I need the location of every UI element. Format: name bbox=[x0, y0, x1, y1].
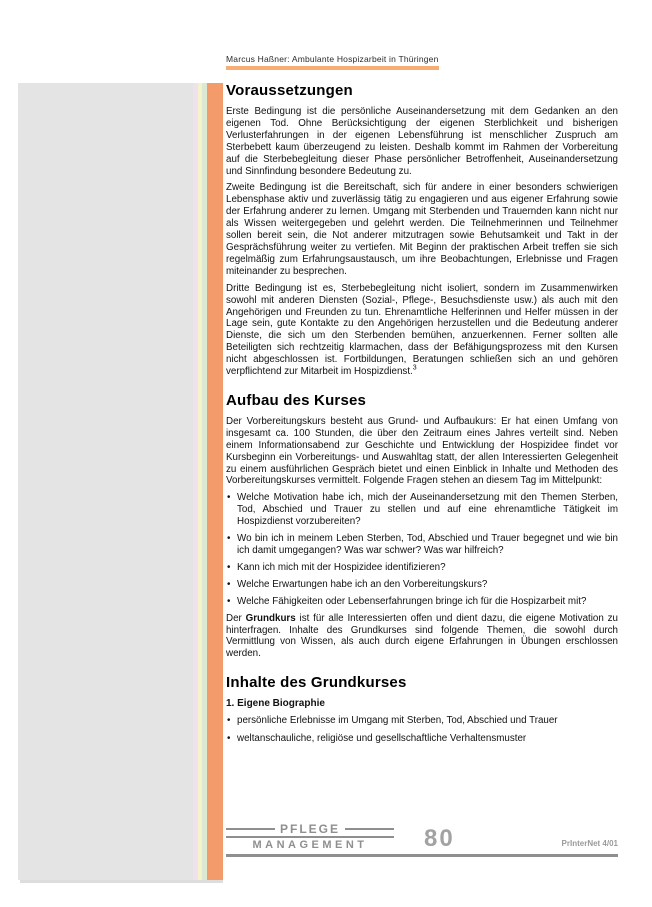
list-item bbox=[226, 733, 618, 745]
logo-rule-left bbox=[226, 828, 275, 830]
logo-word-management: MANAGEMENT bbox=[252, 839, 368, 851]
bullet-icon: • bbox=[227, 533, 231, 545]
bullet-icon: • bbox=[227, 492, 231, 504]
list-item-text: Welche Fähigkeiten oder Lebenserfahrungen bringe ich für die Hospizarbeit mit? bbox=[237, 595, 587, 607]
list-item bbox=[226, 492, 618, 528]
list-item bbox=[226, 715, 618, 727]
list-item bbox=[226, 579, 618, 591]
paragraph-text: ist für alle Interessierten offen und dient dazu, die eigene Motivation zu hinterfragen. Inhalte des Grundkurses sind folgende Themen, die sowohl durch Vermittlung von Wissen, als auch durch eigene Erfahrungen in Übungen erschlossen werden. bbox=[226, 612, 618, 660]
page-footer bbox=[226, 822, 618, 857]
paragraph-text: Der bbox=[226, 612, 246, 624]
aufbau-bullet-list bbox=[226, 492, 618, 607]
subitem-title: 1. Eigene Biographie bbox=[226, 698, 325, 710]
paragraph bbox=[226, 613, 618, 661]
bullet-icon: • bbox=[227, 595, 231, 607]
page-number: 80 bbox=[424, 825, 455, 852]
footer-rule bbox=[226, 854, 618, 857]
paragraph bbox=[226, 283, 618, 378]
heading-inhalte-des-grundkurses: Inhalte des Grundkurses bbox=[226, 674, 407, 692]
article-column bbox=[226, 82, 618, 751]
sidebar-gray-block bbox=[18, 83, 193, 880]
list-item bbox=[226, 596, 618, 608]
paragraph: Der Vorbereitungskurs besteht aus Grund- und Aufbaukurs: Er hat einen Umfang von insgesamt ca. 100 Stunden, die über den Zeitraum eines Jahres verteilt sind. Neben einem Informationsabend zur Geschichte und Entwicklung der Hospizidee findet vor Kursbeginn ein Vorbereitungs- und Auswahltag statt, der allen Interessierten Gelegenheit zu einem ausführlichen Gespräch bietet und einen Einblick in Inhalte und Methoden des Vorbereitungskurses vermittelt. Folgende Fragen stehen an diesem Tag im Mittelpunkt: bbox=[226, 415, 618, 487]
bullet-icon: • bbox=[227, 561, 231, 573]
list-item-text: Kann ich mich mit der Hospizidee identifizieren? bbox=[237, 561, 446, 573]
bullet-icon: • bbox=[227, 715, 231, 727]
heading-voraussetzungen: Voraussetzungen bbox=[226, 82, 353, 99]
paragraph-text: Dritte Bedingung ist es, Sterbebegleitung nicht isoliert, sondern im Zusammenwirken sowohl mit anderen Diensten (Sozial-, Pflege-, Besuchsdienste usw.) als auch mit den Angehörigen und Freunden zu tun. Ehrenamtliche Helferinnen und Helfer müssen in der Lage sein, gute Kontakte zu den Angehörigen herzustellen und die Bedeutung anderer Dienste, die sich um den Sterbenden bemühen, anzuerkennen. Ferner sollten alle Beteiligten sich rechtzeitig klarmachen, dass der Befähigungsprozess mit den Kursen nicht abgeschlossen ist. Fortbildungen, Beratungen schließen sich an und gehören verpflichtend zur Mitarbeit im Hospizdienst. bbox=[226, 282, 618, 378]
list-item-text: Welche Motivation habe ich, mich der Auseinandersetzung mit den Themen Sterben, Tod, Abschied und Trauer zu stellen und auf eine ehrenamtliche Tätigkeit im Hospizdienst vorzubereiten? bbox=[237, 492, 618, 528]
list-item bbox=[226, 562, 618, 574]
paragraph: Erste Bedingung ist die persönliche Auseinandersetzung mit dem Gedanken an den eigenen Tod. Ohne Berücksichtigung der eigenen Sterblichkeit und bisherigen Verlusterfahrungen in der eigenen Lebensführung ist menschlicher Zuspruch am Sterbebett kaum überzeugend zu leisten. Deshalb kommt im Rahmen der Vorbereitung auf die Sterbebegleitung dieser Phase persönlicher Betroffenheit, Auseinandersetzung und Sinnfindung besondere Bedeutung zu. bbox=[226, 106, 618, 177]
list-item-text: Wo bin ich in meinem Leben Sterben, Tod, Abschied und Trauer begegnet und wie bin ich damit umgegangen? Was war schwer? Was war hilfreich? bbox=[237, 533, 618, 556]
logo-top-row bbox=[226, 822, 394, 838]
list-item-text: Welche Erwartungen habe ich an den Vorbereitungskurs? bbox=[237, 578, 488, 590]
logo-word-pflege: PFLEGE bbox=[280, 822, 341, 836]
paragraph: Zweite Bedingung ist die Bereitschaft, sich für andere in einer besonders schwierigen Lebensphase aktiv und zuverlässig tätig zu engagieren und aus eigener Erfahrung sowie der Erfahrung anderer zu lernen. Umgang mit Sterbenden und Trauernden kann nicht nur als Wissen weitergegeben und gelehrt werden. Die Teilnehmerinnen und Teilnehmer sollen bereit sein, die Not anderer mitzutragen sowie Behutsamkeit und Takt in der Gesprächsführung weiter zu vertiefen. Mit Beginn der praktischen Arbeit treffen sie sich regelmäßig zum Erfahrungsaustausch, um ihre Beobachtungen, Erlebnisse und Fragen miteinander zu besprechen. bbox=[226, 182, 618, 277]
footer-row bbox=[226, 822, 618, 851]
accent-orange-bar bbox=[207, 83, 223, 880]
pflege-management-logo bbox=[226, 822, 394, 851]
bullet-icon: • bbox=[227, 578, 231, 590]
inhalte-bullet-list bbox=[226, 715, 618, 745]
heading-aufbau-des-kurses: Aufbau des Kurses bbox=[226, 391, 367, 409]
logo-rule-right bbox=[345, 828, 394, 830]
emphasized-term: Grundkurs bbox=[245, 612, 296, 624]
running-head: Marcus Haßner: Ambulante Hospizarbeit in Thüringen bbox=[226, 54, 439, 70]
block-bottom-shadow bbox=[20, 880, 223, 883]
journal-reference: PrInterNet 4/01 bbox=[561, 839, 618, 848]
list-item bbox=[226, 533, 618, 557]
list-item-text: persönliche Erlebnisse im Umgang mit Sterben, Tod, Abschied und Trauer bbox=[237, 715, 558, 727]
footnote-marker: 3 bbox=[412, 364, 417, 372]
list-item-text: weltanschauliche, religiöse und gesellschaftliche Verhaltensmuster bbox=[237, 733, 527, 745]
bullet-icon: • bbox=[227, 733, 231, 745]
